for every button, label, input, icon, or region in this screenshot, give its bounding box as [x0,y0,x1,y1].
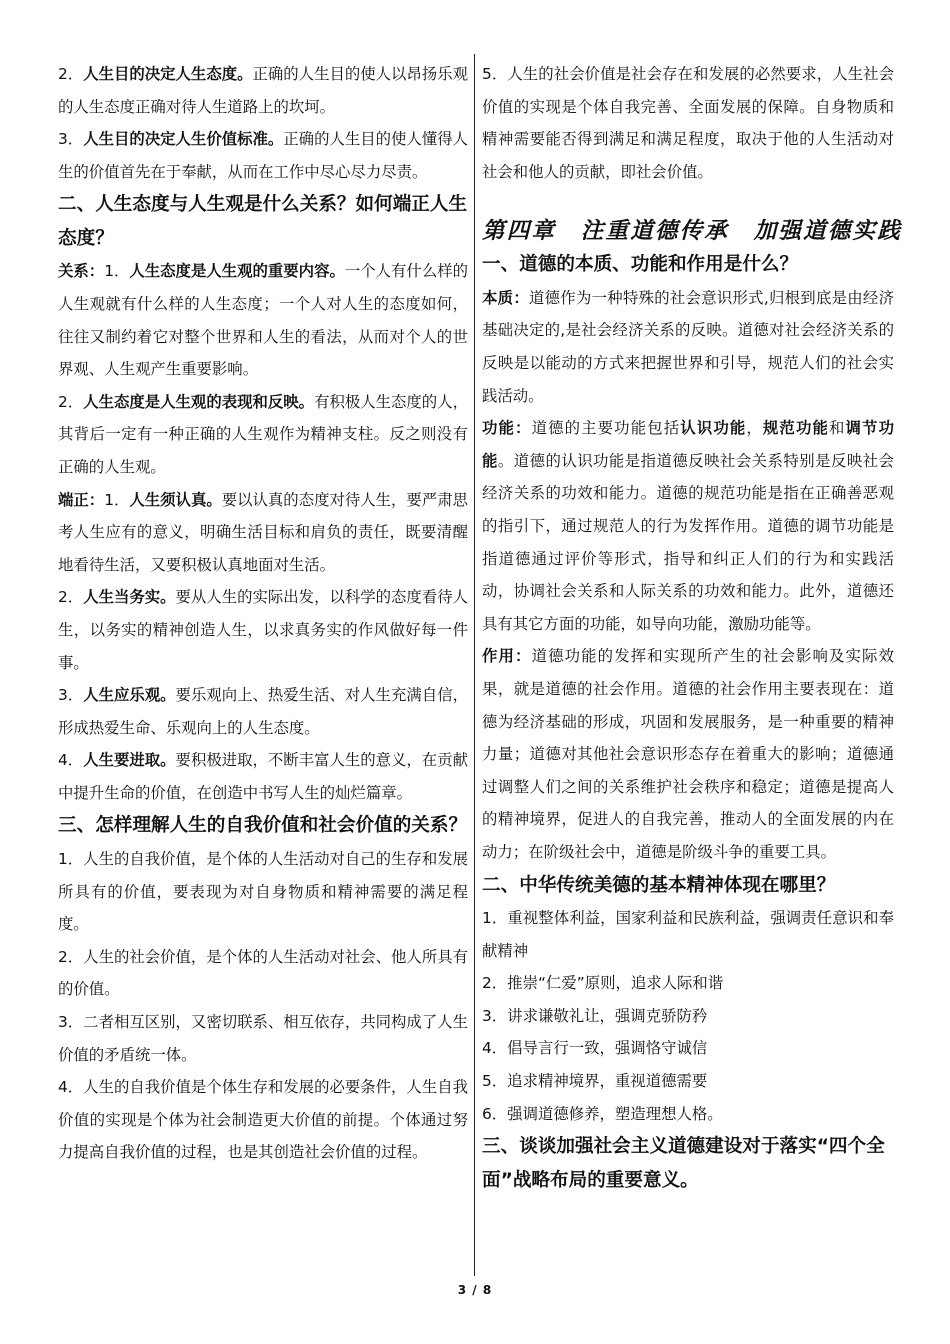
left-column [58,58,468,1169]
paragraph: 功能：道德的主要功能包括认识功能，规范功能和调节功能。道德的认识功能是指道德反映社会关系特别是反映社会经济关系的功效和能力。道德的规范功能是指在正确善恶观的指引下，通过规范人的行为发挥作用。道德的调节功能是指道德通过评价等形式，指导和纠正人们的行为和实践活动，协调社会关系和人际关系的功效和能力。此外，道德还具有其它方面的功能，如导向功能，激励功能等。 [482,419,894,633]
paragraph: 本质：道德作为一种特殊的社会意识形式,归根到底是由经济基础决定的,是社会经济关系的反映。道德对社会经济关系的反映是以能动的方式来把握世界和引导，规范人们的社会实践活动。 [482,288,894,405]
paragraph: 关系：1．人生态度是人生观的重要内容。一个人有什么样的人生观就有什么样的人生态度；一个人对人生的态度如何，往往又制约着它对整个世界和人生的看法，从而对个人的世界观、人生观产生重要影响。 [58,262,468,379]
paragraph: 2．人生的社会价值，是个体的人生活动对社会、他人所具有的价值。 [58,947,468,999]
paragraph: 4．人生要进取。要积极进取，不断丰富人生的意义，在贡献中提升生命的价值，在创造中书写人生的灿烂篇章。 [58,751,468,802]
paragraph: 2．人生当务实。要从人生的实际出发，以科学的态度看待人生，以务实的精神创造人生，以求真务实的作风做好每一件事。 [58,588,468,672]
paragraph: 2．人生态度是人生观的表现和反映。有积极人生态度的人，其背后一定有一种正确的人生观作为精神支柱。反之则没有正确的人生观。 [58,392,468,476]
section-heading: 二、中华传统美德的基本精神体现在哪里？ [482,874,836,896]
list-item: 1．重视整体利益，国家利益和民族利益，强调责任意识和奉献精神 [482,909,894,960]
paragraph: 2．人生目的决定人生态度。正确的人生目的使人以昂扬乐观的人生态度正确对待人生道路上的坎坷。 [58,65,468,116]
paragraph: 3．人生应乐观。要乐观向上、热爱生活、对人生充满自信，形成热爱生命、乐观向上的人生态度。 [58,686,468,737]
list-item: 6．强调道德修养，塑造理想人格。 [482,1104,723,1123]
section-heading: 二、人生态度与人生观是什么关系？如何端正人生态度？ [58,194,468,249]
section-heading: 三、谈谈加强社会主义道德建设对于落实“四个全面”战略布局的重要意义。 [482,1136,885,1191]
chapter-title: 第四章 注重道德传承 加强道德实践 [482,218,902,245]
paragraph: 5．人生的社会价值是社会存在和发展的必然要求，人生社会价值的实现是个体自我完善、全面发展的保障。自身物质和精神需要能否得到满足和满足程度，取决于他的人生活动对社会和他人的贡献，即社会价值。 [482,65,894,181]
column-divider [474,54,475,1276]
paragraph: 3．二者相互区别，又密切联系、相互依存，共同构成了人生价值的矛盾统一体。 [58,1012,468,1064]
page-number: 3 / 8 [457,1283,493,1297]
section-heading: 三、怎样理解人生的自我价值和社会价值的关系？ [58,815,468,837]
section-heading: 一、道德的本质、功能和作用是什么？ [482,254,799,276]
paragraph: 4．人生的自我价值是个体生存和发展的必要条件，人生自我价值的实现是个体为社会制造更大价值的前提。个体通过努力提高自我价值的过程，也是其创造社会价值的过程。 [58,1078,468,1162]
list-item: 5．追求精神境界，重视道德需要 [482,1072,708,1091]
list-item: 4．倡导言行一致，强调恪守诚信 [482,1039,708,1058]
paragraph: 作用：道德功能的发挥和实现所产生的社会影响及实际效果，就是道德的社会作用。道德的社会作用主要表现在：道德为经济基础的形成，巩固和发展服务，是一种重要的精神力量；道德对其他社会意识形态存在着重大的影响；道德通过调整人们之间的关系维护社会秩序和稳定；道德是提高人的精神境界，促进人的自我完善，推动人的全面发展的内在动力；在阶级社会中，道德是阶级斗争的重要工具。 [482,647,894,861]
list-item: 2．推崇“仁爱”原则，追求人际和谐 [482,974,724,993]
paragraph: 端正：1．人生须认真。要以认真的态度对待人生，要严肃思考人生应有的意义，明确生活目标和肩负的责任，既要清醒地看待生活，又要积极认真地面对生活。 [58,490,468,574]
paragraph: 3．人生目的决定人生价值标准。正确的人生目的使人懂得人生的价值首先在于奉献，从而在工作中尽心尽力尽责。 [58,130,468,181]
list-item: 3．讲求谦敬礼让，强调克骄防矜 [482,1006,708,1025]
right-column [482,58,902,1197]
paragraph: 1．人生的自我价值，是个体的人生活动对自己的生存和发展所具有的价值，要表现为对自身物质和精神需要的满足程度。 [58,849,468,934]
